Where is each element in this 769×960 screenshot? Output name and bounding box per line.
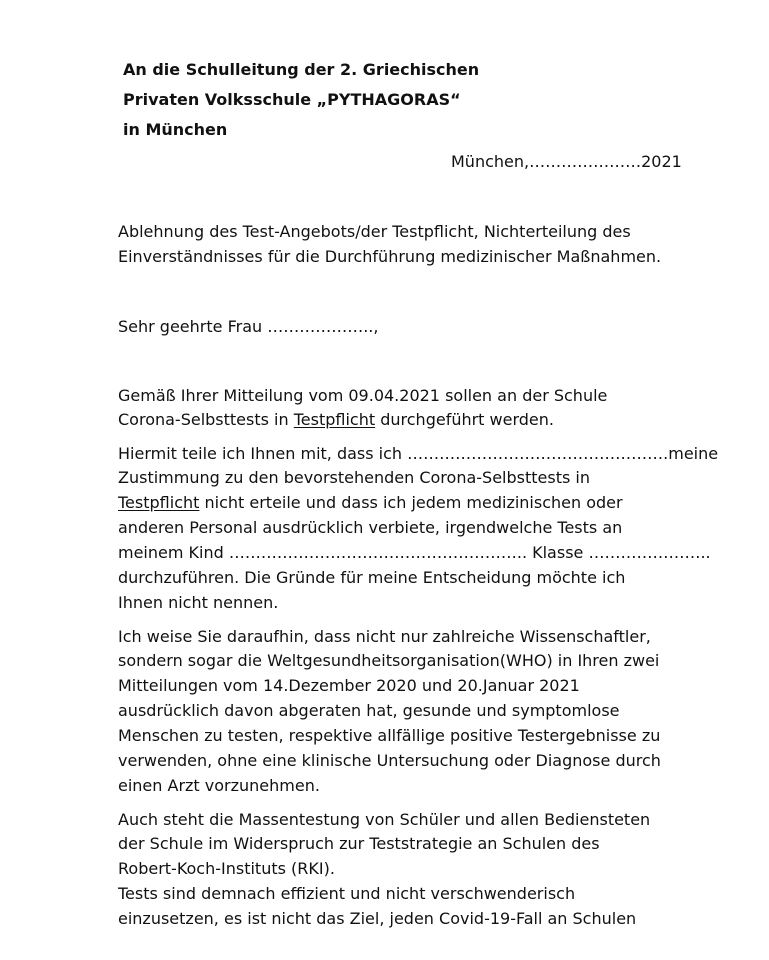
para3-line-7: einen Arzt vorzunehmen. <box>118 776 320 795</box>
para3-line-6: verwenden, ohne eine klinische Untersuchung oder Diagnose durch <box>118 751 661 770</box>
subject-line-1: Ablehnung des Test-Angebots/der Testpflicht, Nichterteilung des <box>118 222 631 241</box>
para1-line-2 <box>118 410 554 430</box>
para4-line-5: einzusetzen, es ist nicht das Ziel, jeden Covid-19-Fall an Schulen <box>118 909 637 928</box>
para3-line-3: Mitteilungen vom 14.Dezember 2020 und 20.Januar 2021 <box>118 676 580 695</box>
para2-line-4: anderen Personal ausdrücklich verbiete, irgendwelche Tests an <box>118 518 623 537</box>
place-date: München,…………………2021 <box>451 152 682 171</box>
para4-line-3: Robert-Koch-Instituts (RKI). <box>118 859 335 878</box>
para3-line-1: Ich weise Sie daraufhin, dass nicht nur zahlreiche Wissenschaftler, <box>118 627 651 646</box>
salutation: Sehr geehrte Frau ……………….., <box>118 317 379 336</box>
testpflicht-underlined-1: Testpflicht <box>293 410 376 429</box>
para2-line-3-after: nicht erteile und dass ich jedem medizinischen oder <box>199 493 623 512</box>
para1-line-2-after: durchgeführt werden. <box>375 410 554 429</box>
para2-line-6: durchzuführen. Die Gründe für meine Entscheidung möchte ich <box>118 568 626 587</box>
recipient-line-3: in München <box>123 120 228 139</box>
para3-line-5: Menschen zu testen, respektive allfällige positive Testergebnisse zu <box>118 726 661 745</box>
para3-line-4: ausdrücklich davon abgeraten hat, gesunde und symptomlose <box>118 701 620 720</box>
para2-line-2: Zustimmung zu den bevorstehenden Corona-Selbsttests in <box>118 468 590 487</box>
para4-line-1: Auch steht die Massentestung von Schüler und allen Bediensteten <box>118 810 651 829</box>
recipient-line-1: An die Schulleitung der 2. Griechischen <box>123 60 480 79</box>
testpflicht-underlined-2: Testpflicht <box>118 493 200 512</box>
subject-line-2: Einverständnisses für die Durchführung medizinischer Maßnahmen. <box>118 247 662 266</box>
para1-line-1: Gemäß Ihrer Mitteilung vom 09.04.2021 sollen an der Schule <box>118 386 608 405</box>
para1-line-2-before: Corona-Selbsttests in <box>118 410 294 429</box>
para2-line-1: Hiermit teile ich Ihnen mit, dass ich ………………………………………….meine <box>118 444 719 463</box>
para4-line-4: Tests sind demnach effizient und nicht verschwenderisch <box>118 884 576 903</box>
recipient-line-2: Privaten Volksschule „PYTHAGORAS“ <box>123 90 461 109</box>
para4-line-2: der Schule im Widerspruch zur Teststrategie an Schulen des <box>118 834 600 853</box>
para3-line-2: sondern sogar die Weltgesundheitsorganisation(WHO) in Ihren zwei <box>118 651 660 670</box>
para2-line-3 <box>118 493 623 513</box>
para2-line-5: meinem Kind ……………………………………………….. Klasse ………………….. <box>118 543 711 562</box>
para2-line-7: Ihnen nicht nennen. <box>118 593 279 612</box>
